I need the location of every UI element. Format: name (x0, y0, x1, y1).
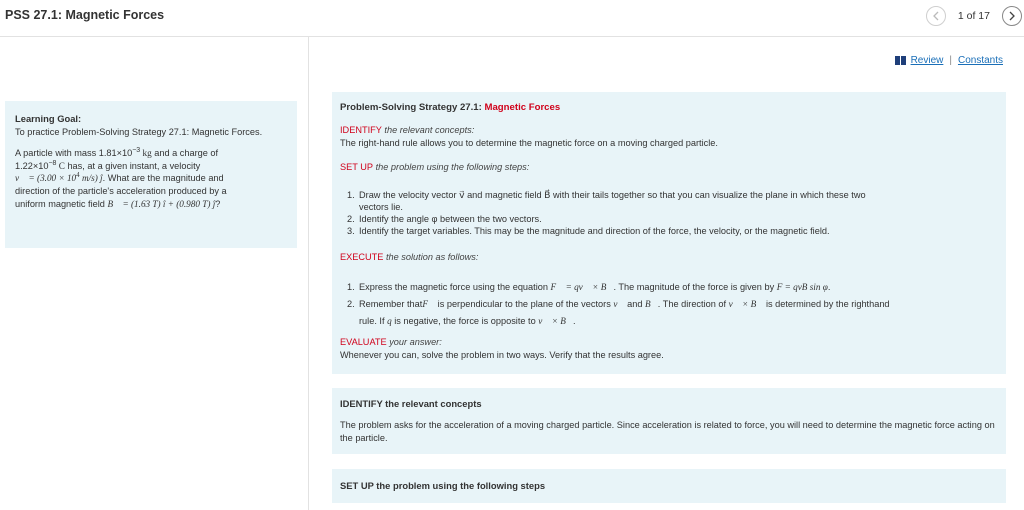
learning-goal-panel (5, 101, 297, 248)
problem-line-3: v⃗ = ($3.00 \times 10^4$ m/s) ĵ. What are the magnitude and (15, 171, 224, 184)
setup-steps-list (347, 189, 866, 237)
setup-panel[interactable] (332, 469, 1006, 503)
strategy-title: Problem-Solving Strategy 27.1: Magnetic Forces (340, 102, 561, 113)
problem-line-5: uniform magnetic field B⃗ = (1.63 T) î + (0.980 T) ĵ? (15, 198, 221, 209)
column-divider (308, 37, 309, 510)
learning-goal-description: To practice Problem-Solving Strategy 27.1: Magnetic Forces. (15, 126, 263, 137)
book-icon (895, 56, 907, 65)
list-item: 3. Identify the target variables. This may be the magnitude and direction of the force, the velocity, or the magnetic field. (347, 226, 830, 236)
execute-steps-list (347, 279, 890, 330)
velocity-equation: v⃗ = (3.00 × 10 (15, 173, 77, 184)
list-item: vectors lie. (359, 202, 403, 212)
page-counter: 1 of 17 (957, 10, 990, 22)
list-item: rule. If q is negative, the force is opposite to v⃗ × B⃗. (359, 316, 576, 326)
evaluate-text: Whenever you can, solve the problem in two ways. Verify that the results agree. (340, 350, 664, 360)
list-item: 1. Draw the velocity vector v⃗ and magnetic field B⃗ with their tails together so that you can visualize the plane in which these two (347, 190, 866, 200)
identify-panel-heading: IDENTIFY the relevant concepts (340, 398, 482, 409)
review-link[interactable]: Review (910, 55, 944, 66)
link-separator: | (949, 55, 952, 66)
execute-heading: EXECUTE the solution as follows: (340, 252, 479, 262)
list-item: 2. Remember thatF⃗ is perpendicular to the plane of the vectors v⃗ and B⃗. The direction of v⃗ × B⃗ is determined by the righthand (347, 299, 890, 309)
identify-panel-text: The problem asks for the acceleration of a moving charged particle. Since acceleration is related to force, you will need to determine the magnetic force acting on the particle. (340, 420, 995, 443)
identify-panel[interactable] (332, 388, 1006, 454)
resource-links (895, 55, 1003, 66)
chevron-left-icon (932, 11, 940, 21)
previous-button[interactable] (926, 6, 946, 26)
learning-goal-heading: Learning Goal: (15, 113, 82, 124)
chevron-right-icon (1008, 11, 1016, 21)
problem-line-2: $1.22\times 10^{-8}$ C has, at a given instant, a velocity (15, 159, 201, 171)
constants-link[interactable]: Constants (957, 55, 1003, 66)
pagination (926, 5, 1022, 27)
top-bar (0, 0, 1024, 37)
page-title: PSS 27.1: Magnetic Forces (5, 8, 165, 22)
strategy-panel (332, 92, 1006, 374)
problem-line-1: A particle with mass $1.81\times 10^{-3}$ kg and a charge of (15, 147, 219, 159)
setup-panel-heading: SET UP the problem using the following steps (340, 480, 546, 491)
list-item: 2. Identify the angle φ between the two vectors. (347, 214, 542, 224)
identify-heading: IDENTIFY the relevant concepts: (340, 125, 475, 135)
setup-heading: SET UP the problem using the following steps: (340, 162, 530, 172)
field-equation: B⃗ = (1.63 T) î + (0.980 T) ĵ (107, 198, 216, 209)
problem-line-4: direction of the particle's acceleration produced by a (15, 185, 227, 196)
next-button[interactable] (1002, 6, 1022, 26)
evaluate-heading: EVALUATE your answer: (340, 337, 442, 347)
list-item: 1. Express the magnetic force using the equation F⃗ = qv⃗ × B⃗. The magnitude of the force is given by F = qvB sin φ. (347, 282, 831, 292)
identify-text: The right-hand rule allows you to determine the magnetic force on a moving charged particle. (340, 138, 718, 148)
